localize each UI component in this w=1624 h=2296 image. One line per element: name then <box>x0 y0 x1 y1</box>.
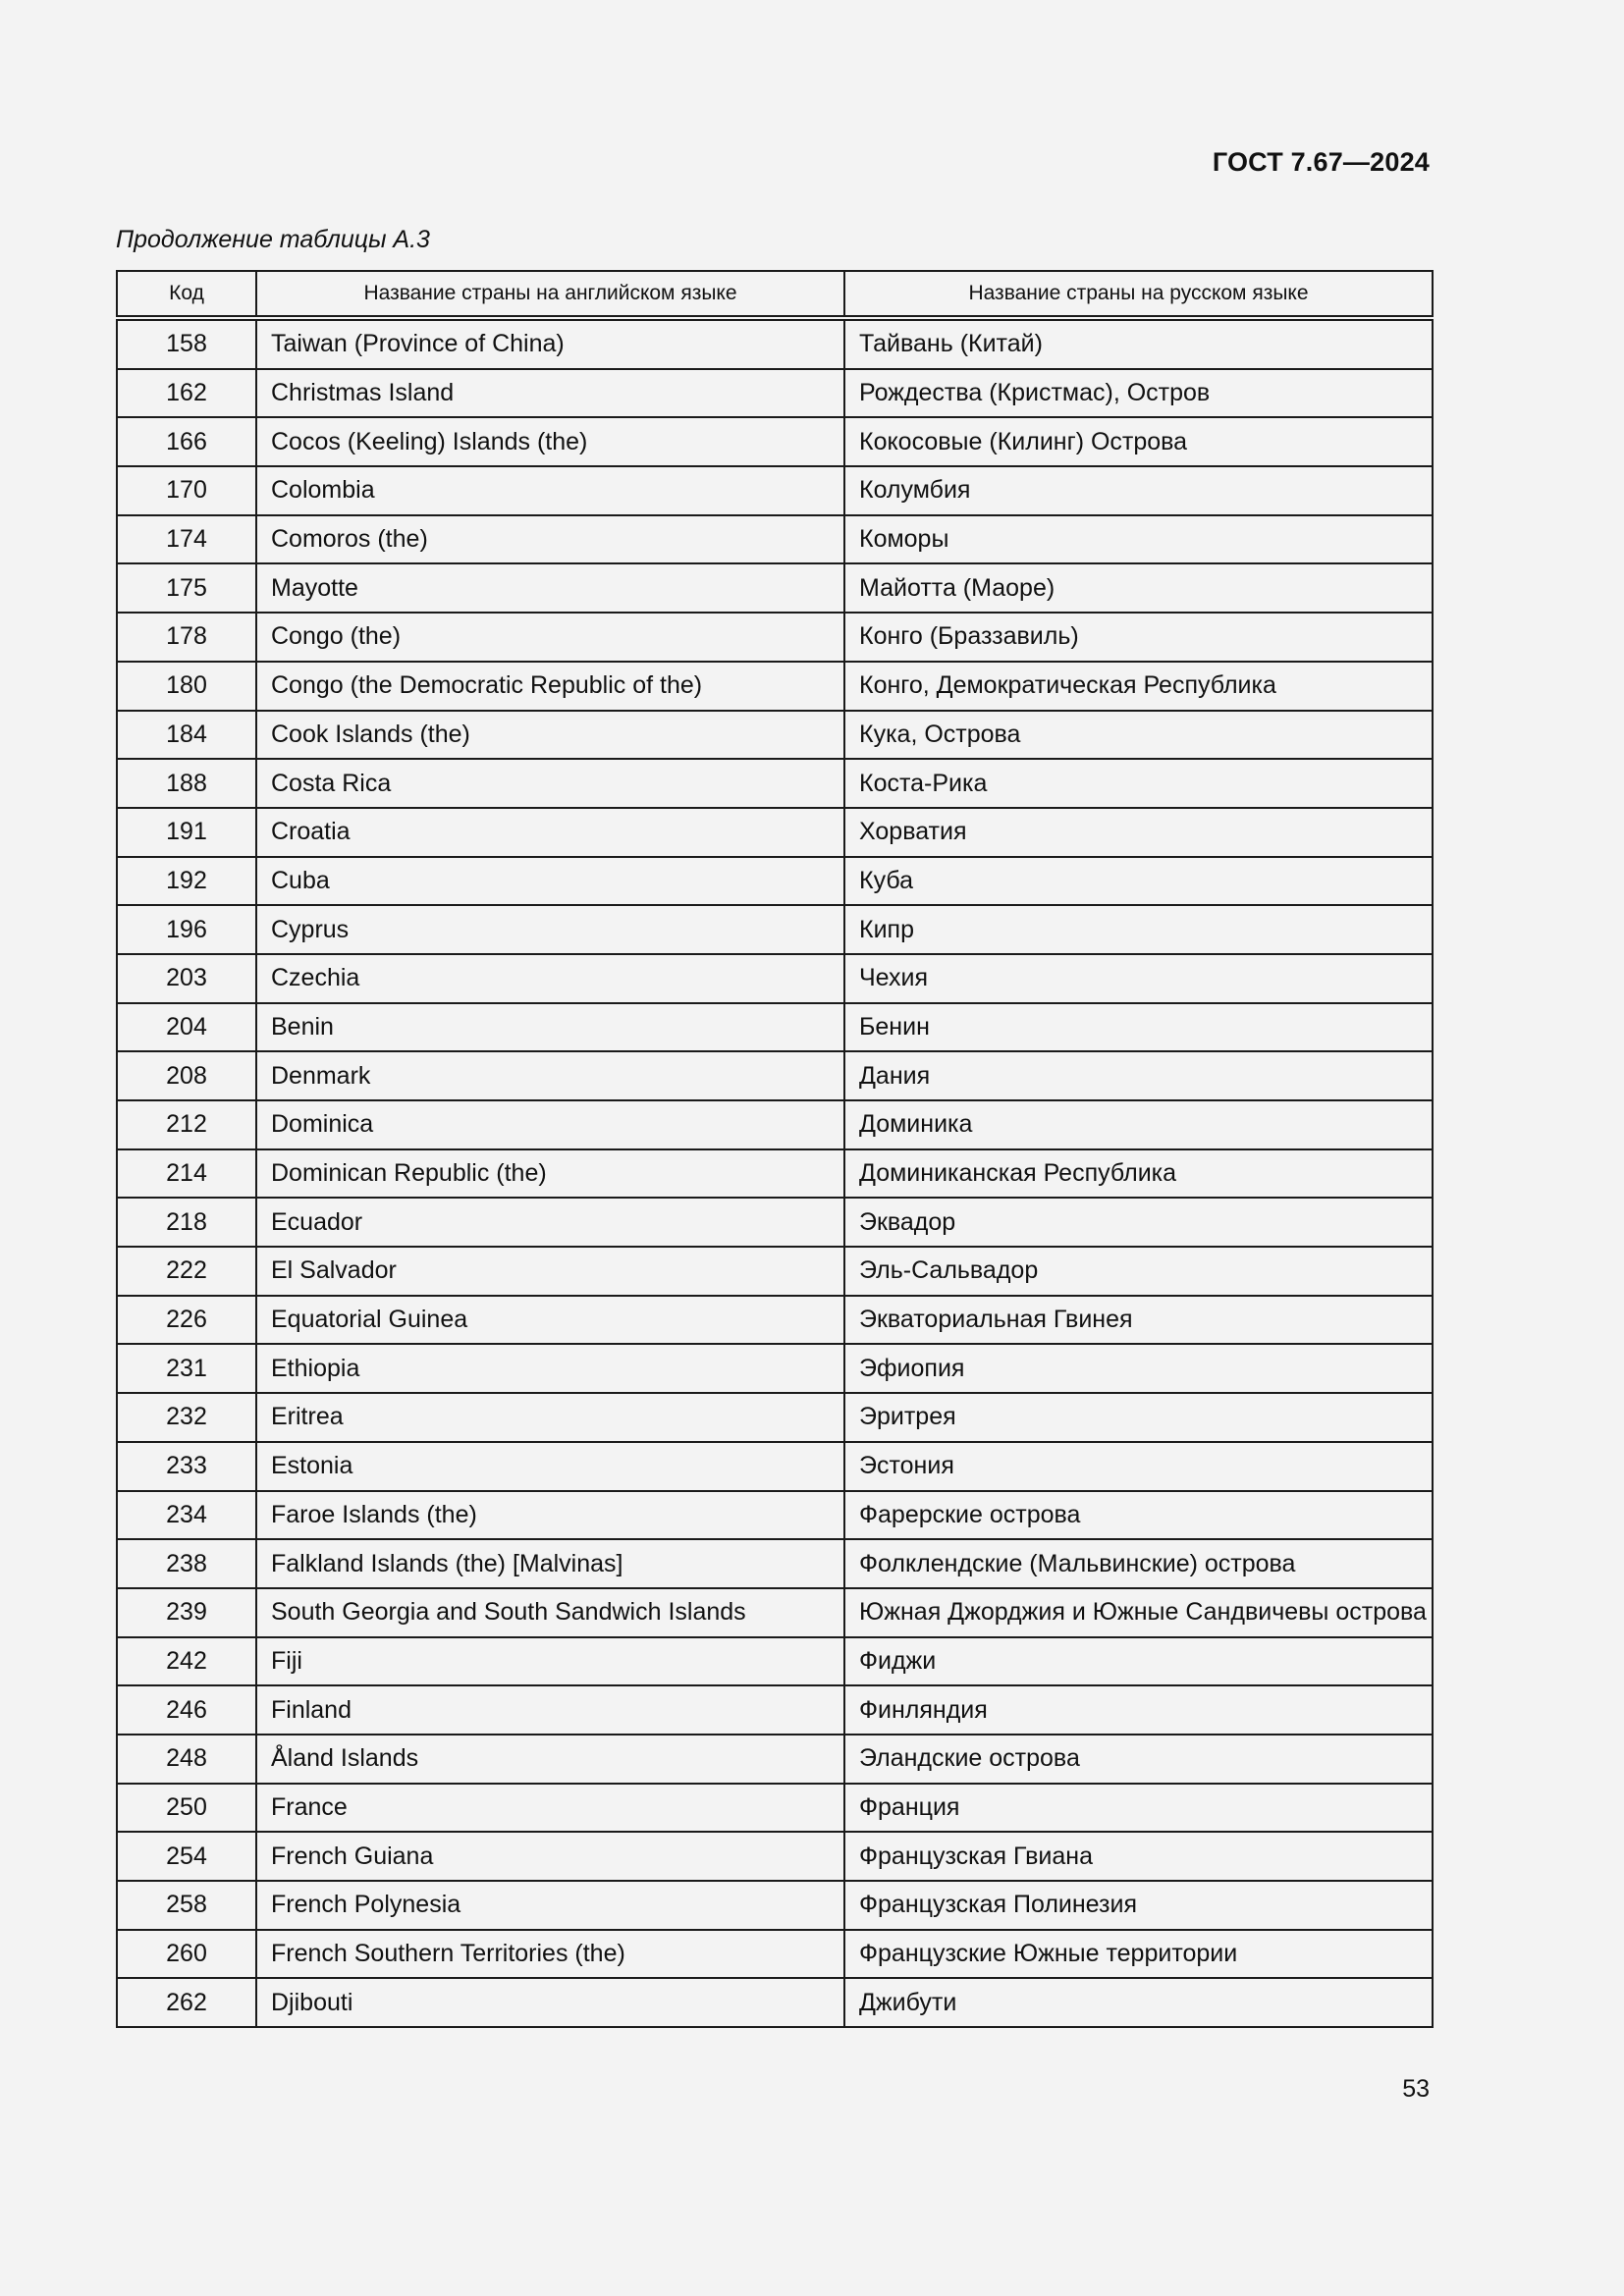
cell-code: 260 <box>117 1930 256 1979</box>
cell-english-name: French Southern Territories (the) <box>256 1930 844 1979</box>
cell-code: 170 <box>117 466 256 515</box>
cell-code: 233 <box>117 1442 256 1491</box>
cell-english-name: Comoros (the) <box>256 515 844 564</box>
cell-code: 254 <box>117 1832 256 1881</box>
cell-english-name: Eritrea <box>256 1393 844 1442</box>
table-row <box>117 563 1433 613</box>
table-row <box>117 711 1433 760</box>
cell-russian-name: Коста-Рика <box>844 759 1433 808</box>
cell-english-name: Cuba <box>256 857 844 906</box>
cell-russian-name: Конго, Демократическая Республика <box>844 662 1433 711</box>
table-row <box>117 417 1433 466</box>
cell-code: 175 <box>117 563 256 613</box>
table-row <box>117 1930 1433 1979</box>
header-code: Код <box>117 271 256 318</box>
table-row <box>117 1685 1433 1735</box>
cell-russian-name: Эквадор <box>844 1198 1433 1247</box>
table-row <box>117 808 1433 857</box>
cell-english-name: Finland <box>256 1685 844 1735</box>
cell-english-name: Falkland Islands (the) [Malvinas] <box>256 1539 844 1588</box>
cell-english-name: Benin <box>256 1003 844 1052</box>
cell-code: 258 <box>117 1881 256 1930</box>
cell-code: 242 <box>117 1637 256 1686</box>
cell-code: 231 <box>117 1344 256 1393</box>
cell-code: 162 <box>117 369 256 418</box>
cell-code: 158 <box>117 318 256 369</box>
cell-russian-name: Французские Южные территории <box>844 1930 1433 1979</box>
cell-code: 174 <box>117 515 256 564</box>
cell-english-name: Denmark <box>256 1051 844 1100</box>
table-row <box>117 1881 1433 1930</box>
cell-code: 184 <box>117 711 256 760</box>
cell-russian-name: Конго (Браззавиль) <box>844 613 1433 662</box>
cell-code: 262 <box>117 1978 256 2027</box>
page-number: 53 <box>1402 2075 1430 2103</box>
cell-russian-name: Колумбия <box>844 466 1433 515</box>
cell-russian-name: Бенин <box>844 1003 1433 1052</box>
cell-code: 214 <box>117 1149 256 1199</box>
cell-russian-name: Финляндия <box>844 1685 1433 1735</box>
table-row <box>117 1491 1433 1540</box>
cell-english-name: Fiji <box>256 1637 844 1686</box>
country-codes-table <box>116 270 1434 2028</box>
table-caption: Продолжение таблицы А.3 <box>116 226 430 253</box>
table-row <box>117 515 1433 564</box>
cell-english-name: Ethiopia <box>256 1344 844 1393</box>
cell-code: 226 <box>117 1296 256 1345</box>
cell-code: 212 <box>117 1100 256 1149</box>
cell-russian-name: Доминиканская Республика <box>844 1149 1433 1199</box>
cell-russian-name: Эритрея <box>844 1393 1433 1442</box>
table-row <box>117 1442 1433 1491</box>
cell-english-name: Cocos (Keeling) Islands (the) <box>256 417 844 466</box>
cell-code: 232 <box>117 1393 256 1442</box>
table-row <box>117 1784 1433 1833</box>
table-row <box>117 1832 1433 1881</box>
cell-code: 203 <box>117 954 256 1003</box>
cell-russian-name: Фолклендские (Мальвинские) острова <box>844 1539 1433 1588</box>
cell-english-name: Dominica <box>256 1100 844 1149</box>
header-english-name: Название страны на английском языке <box>256 271 844 318</box>
cell-english-name: Mayotte <box>256 563 844 613</box>
table-row <box>117 1344 1433 1393</box>
document-code: ГОСТ 7.67—2024 <box>1212 147 1430 177</box>
cell-code: 191 <box>117 808 256 857</box>
cell-english-name: Cyprus <box>256 905 844 954</box>
cell-russian-name: Эль-Сальвадор <box>844 1247 1433 1296</box>
table-row <box>117 1588 1433 1637</box>
table-row <box>117 613 1433 662</box>
table-row <box>117 1539 1433 1588</box>
cell-code: 166 <box>117 417 256 466</box>
cell-english-name: Congo (the Democratic Republic of the) <box>256 662 844 711</box>
header-russian-name: Название страны на русском языке <box>844 271 1433 318</box>
cell-russian-name: Доминика <box>844 1100 1433 1149</box>
cell-russian-name: Франция <box>844 1784 1433 1833</box>
cell-code: 246 <box>117 1685 256 1735</box>
cell-english-name: South Georgia and South Sandwich Islands <box>256 1588 844 1637</box>
cell-english-name: Åland Islands <box>256 1735 844 1784</box>
cell-russian-name: Южная Джорджия и Южные Сандвичевы острова <box>844 1588 1433 1637</box>
cell-code: 192 <box>117 857 256 906</box>
cell-russian-name: Французская Полинезия <box>844 1881 1433 1930</box>
cell-code: 218 <box>117 1198 256 1247</box>
cell-english-name: El Salvador <box>256 1247 844 1296</box>
cell-russian-name: Дания <box>844 1051 1433 1100</box>
table-row <box>117 1051 1433 1100</box>
cell-code: 238 <box>117 1539 256 1588</box>
cell-russian-name: Эландские острова <box>844 1735 1433 1784</box>
table-row <box>117 369 1433 418</box>
cell-english-name: Congo (the) <box>256 613 844 662</box>
cell-code: 178 <box>117 613 256 662</box>
cell-english-name: Djibouti <box>256 1978 844 2027</box>
cell-russian-name: Французская Гвиана <box>844 1832 1433 1881</box>
table-header-row <box>117 271 1433 318</box>
cell-russian-name: Фарерские острова <box>844 1491 1433 1540</box>
table-row <box>117 1978 1433 2027</box>
table-row <box>117 318 1433 369</box>
cell-russian-name: Куба <box>844 857 1433 906</box>
cell-russian-name: Майотта (Маоре) <box>844 563 1433 613</box>
cell-russian-name: Кокосовые (Килинг) Острова <box>844 417 1433 466</box>
cell-russian-name: Джибути <box>844 1978 1433 2027</box>
cell-english-name: French Polynesia <box>256 1881 844 1930</box>
cell-russian-name: Чехия <box>844 954 1433 1003</box>
table-row <box>117 466 1433 515</box>
table-row <box>117 759 1433 808</box>
cell-code: 250 <box>117 1784 256 1833</box>
cell-russian-name: Тайвань (Китай) <box>844 318 1433 369</box>
cell-code: 234 <box>117 1491 256 1540</box>
table-row <box>117 662 1433 711</box>
table-row <box>117 1393 1433 1442</box>
cell-code: 248 <box>117 1735 256 1784</box>
cell-code: 204 <box>117 1003 256 1052</box>
cell-russian-name: Фиджи <box>844 1637 1433 1686</box>
table-row <box>117 1149 1433 1199</box>
cell-russian-name: Хорватия <box>844 808 1433 857</box>
cell-code: 188 <box>117 759 256 808</box>
cell-english-name: Dominican Republic (the) <box>256 1149 844 1199</box>
table-row <box>117 1003 1433 1052</box>
cell-english-name: French Guiana <box>256 1832 844 1881</box>
cell-english-name: Faroe Islands (the) <box>256 1491 844 1540</box>
cell-russian-name: Экваториальная Гвинея <box>844 1296 1433 1345</box>
table-row <box>117 1100 1433 1149</box>
cell-code: 180 <box>117 662 256 711</box>
cell-russian-name: Кипр <box>844 905 1433 954</box>
cell-english-name: Colombia <box>256 466 844 515</box>
cell-english-name: Estonia <box>256 1442 844 1491</box>
table-row <box>117 1247 1433 1296</box>
cell-english-name: France <box>256 1784 844 1833</box>
cell-english-name: Costa Rica <box>256 759 844 808</box>
table-row <box>117 954 1433 1003</box>
cell-russian-name: Эфиопия <box>844 1344 1433 1393</box>
cell-russian-name: Коморы <box>844 515 1433 564</box>
cell-russian-name: Рождества (Кристмас), Остров <box>844 369 1433 418</box>
cell-russian-name: Эстония <box>844 1442 1433 1491</box>
table-row <box>117 857 1433 906</box>
table-row <box>117 1198 1433 1247</box>
cell-english-name: Equatorial Guinea <box>256 1296 844 1345</box>
cell-english-name: Christmas Island <box>256 369 844 418</box>
cell-english-name: Croatia <box>256 808 844 857</box>
cell-english-name: Ecuador <box>256 1198 844 1247</box>
cell-code: 208 <box>117 1051 256 1100</box>
cell-russian-name: Кука, Острова <box>844 711 1433 760</box>
cell-code: 222 <box>117 1247 256 1296</box>
table-row <box>117 1637 1433 1686</box>
cell-english-name: Taiwan (Province of China) <box>256 318 844 369</box>
cell-code: 196 <box>117 905 256 954</box>
table-row <box>117 905 1433 954</box>
table-row <box>117 1296 1433 1345</box>
cell-english-name: Czechia <box>256 954 844 1003</box>
cell-code: 239 <box>117 1588 256 1637</box>
table-row <box>117 1735 1433 1784</box>
cell-english-name: Cook Islands (the) <box>256 711 844 760</box>
